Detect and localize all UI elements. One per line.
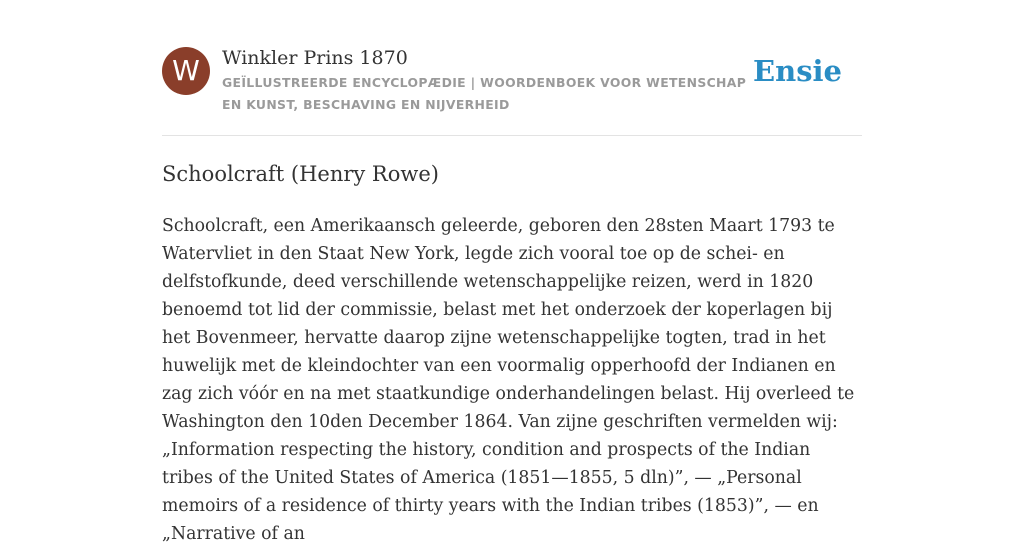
ensie-logo-link[interactable]: Ensie [753,54,842,88]
publication-avatar[interactable]: W [162,47,210,95]
article-title: Schoolcraft (Henry Rowe) [162,162,439,186]
header-divider [162,135,862,136]
publication-header [162,46,862,116]
publication-title[interactable]: Winkler Prins 1870 [222,47,408,69]
publication-subtitle: GEÏLLUSTREERDE ENCYCLOPÆDIE | WOORDENBOEK VOOR WETENSCHAP EN KUNST, BESCHAVING EN NIJVERHEID [222,75,747,112]
article-body: Schoolcraft, een Amerikaansch geleerde, geboren den 28sten Maart 1793 te Watervliet in den Staat New York, legde zich vooral toe op de schei- en delfstofkunde, deed verschillende wetenschappelijke reizen, werd in 1820 benoemd tot lid der commissie, belast met het onderzoek der koperlagen bij het Bovenmeer, hervatte daarop zijne wetenschappelijke togten, trad in het huwelijk met de kleindochter van een voormalig opperhoofd der Indianen en zag zich vóór en na met staatkundige onderhandelingen belast. Hij overleed te Washington den 10den December 1864. Van zijne geschriften vermelden wij: „Information respecting the history, condition and prospects of the Indian tribes of the United States of America (1851—1855, 5 dln)”, — „Personal memoirs of a residence of thirty years with the Indian tribes (1853)”, — en „Narrative of an [162,216,855,544]
